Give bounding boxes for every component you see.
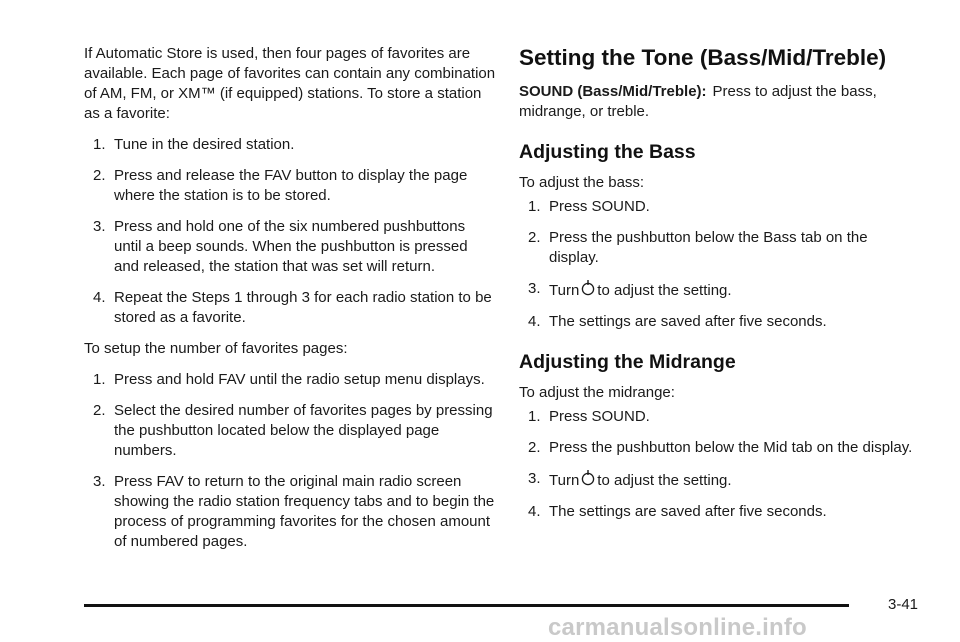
tune-knob-icon bbox=[581, 469, 595, 486]
step-text: Press SOUND. bbox=[549, 408, 650, 425]
step-text-post: to adjust the setting. bbox=[597, 282, 732, 299]
watermark: carmanualsonline.info bbox=[548, 614, 807, 641]
step-text: Tune in the desired station. bbox=[114, 136, 295, 153]
step-number: 4. bbox=[528, 503, 541, 520]
list-item bbox=[519, 312, 919, 332]
midrange-intro: To adjust the midrange: bbox=[519, 384, 675, 401]
list-item bbox=[84, 135, 496, 155]
left-column bbox=[84, 44, 496, 563]
step-text: Press the pushbutton below the Bass tab on the display. bbox=[549, 229, 868, 266]
step-text: Press FAV to return to the original main radio screen showing the radio station frequency tabs and to begin the process of programming favorites for the chosen amount of numbered pages. bbox=[114, 473, 495, 550]
list-item bbox=[84, 217, 496, 277]
favorites-intro: If Automatic Store is used, then four pages of favorites are available. Each page of favorites can contain any combination of AM, FM, or XM™ (if equipped) stations. To store a station as a favorite: bbox=[84, 45, 496, 122]
step-text: The settings are saved after five seconds. bbox=[549, 313, 827, 330]
right-column bbox=[519, 44, 919, 533]
store-favorite-steps bbox=[84, 135, 496, 328]
step-number: 4. bbox=[93, 289, 106, 306]
step-number: 1. bbox=[528, 198, 541, 215]
midrange-steps bbox=[519, 407, 919, 522]
step-text: Press and release the FAV button to display the page where the station is to be stored. bbox=[114, 167, 468, 204]
step-number: 3. bbox=[528, 280, 541, 297]
sound-term: SOUND (Bass/Mid/Treble): bbox=[519, 83, 707, 100]
setup-pages-steps bbox=[84, 370, 496, 552]
sound-description bbox=[519, 82, 919, 122]
list-item bbox=[519, 469, 919, 491]
step-text: Repeat the Steps 1 through 3 for each radio station to be stored as a favorite. bbox=[114, 289, 492, 326]
step-number: 2. bbox=[93, 167, 106, 184]
list-item bbox=[84, 166, 496, 206]
step-text-pre: Turn bbox=[549, 282, 580, 299]
section-title: Setting the Tone (Bass/Mid/Treble) bbox=[519, 45, 887, 70]
list-item bbox=[84, 370, 496, 390]
step-text: The settings are saved after five seconds. bbox=[549, 503, 827, 520]
bass-intro: To adjust the bass: bbox=[519, 174, 645, 191]
step-number: 3. bbox=[93, 473, 106, 490]
list-item bbox=[519, 279, 919, 301]
list-item bbox=[519, 197, 919, 217]
footer-rule bbox=[84, 604, 849, 607]
step-number: 1. bbox=[528, 408, 541, 425]
step-number: 2. bbox=[528, 439, 541, 456]
step-text: Press and hold one of the six numbered pushbuttons until a beep sounds. When the pushbutton is pressed and released, the station that was set will return. bbox=[114, 218, 468, 275]
step-number: 2. bbox=[528, 229, 541, 246]
step-number: 3. bbox=[528, 470, 541, 487]
list-item bbox=[84, 472, 496, 552]
page-number: 3-41 bbox=[888, 596, 919, 613]
list-item bbox=[519, 228, 919, 268]
sound-desc-text: Press to adjust the bass, midrange, or treble. bbox=[519, 83, 877, 120]
step-number: 4. bbox=[528, 313, 541, 330]
step-text: Select the desired number of favorites pages by pressing the pushbutton located below the displayed page numbers. bbox=[114, 402, 493, 459]
step-text: Press and hold FAV until the radio setup menu displays. bbox=[114, 371, 485, 388]
step-number: 1. bbox=[93, 371, 106, 388]
step-text: Press the pushbutton below the Mid tab on the display. bbox=[549, 439, 913, 456]
step-number: 1. bbox=[93, 136, 106, 153]
list-item bbox=[519, 438, 919, 458]
list-item bbox=[519, 502, 919, 522]
step-number: 2. bbox=[93, 402, 106, 419]
bass-steps bbox=[519, 197, 919, 332]
bass-heading: Adjusting the Bass bbox=[519, 141, 696, 163]
list-item bbox=[84, 288, 496, 328]
setup-intro: To setup the number of favorites pages: bbox=[84, 340, 348, 357]
step-text-pre: Turn bbox=[549, 472, 580, 489]
step-number: 3. bbox=[93, 218, 106, 235]
step-text: Press SOUND. bbox=[549, 198, 650, 215]
list-item bbox=[519, 407, 919, 427]
tune-knob-icon bbox=[581, 279, 595, 296]
midrange-heading: Adjusting the Midrange bbox=[519, 351, 736, 373]
list-item bbox=[84, 401, 496, 461]
step-text-post: to adjust the setting. bbox=[597, 472, 732, 489]
